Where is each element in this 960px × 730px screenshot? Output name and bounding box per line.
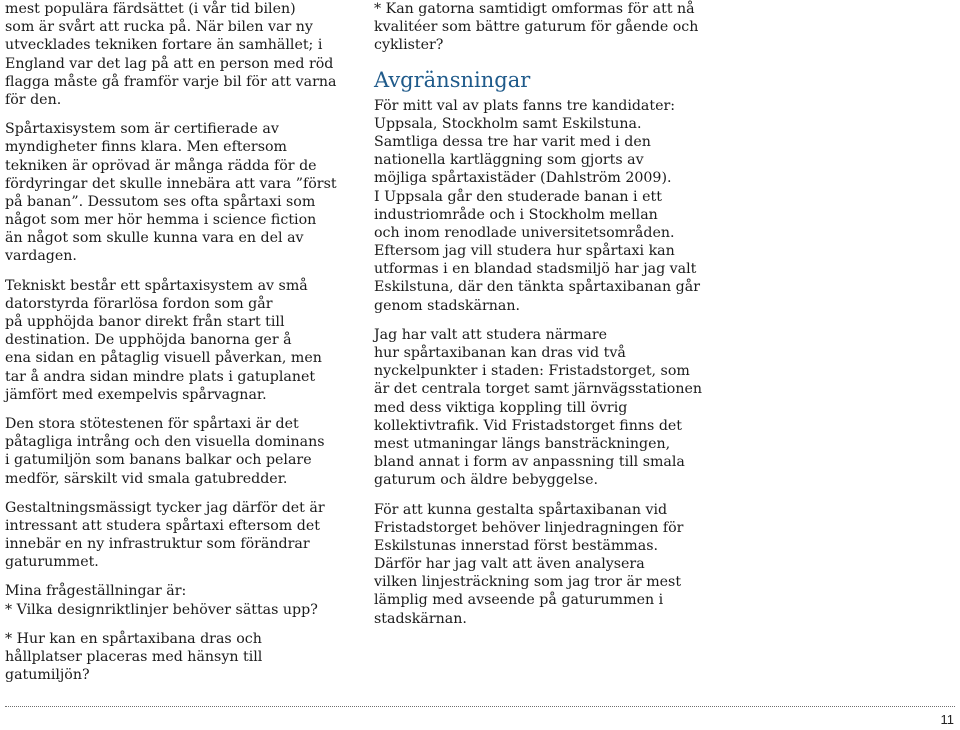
text-line: gaturummet.: [5, 554, 99, 571]
text-line: genom stadskärnan.: [374, 297, 521, 314]
paragraph-obstacle: [5, 415, 335, 488]
text-line: Därför har jag valt att även analysera: [374, 556, 645, 573]
paragraph-questions: [5, 582, 335, 618]
text-line: Spårtaxisystem som är certifierade av: [5, 121, 279, 138]
text-line: ena sidan en påtaglig visuell påverkan, men: [5, 350, 322, 367]
text-line: utvecklades tekniken fortare än samhället; i: [5, 37, 323, 54]
text-line: lämplig med avseende på gaturummen i: [374, 592, 664, 609]
paragraph-key-points: [374, 326, 704, 490]
text-line: nationella kartläggning som gjorts av: [374, 152, 644, 169]
text-line: datorstyrda förarlösa fordon som går: [5, 295, 273, 312]
text-line: med dess viktiga koppling till övrig: [374, 399, 628, 416]
text-line: Uppsala, Stockholm samt Eskilstuna.: [374, 115, 642, 132]
text-line: Jag har valt att studera närmare: [374, 326, 608, 343]
text-line: som är svårt att rucka på. När bilen var ny: [5, 19, 313, 36]
text-line: utformas i en blandad stadsmiljö har jag valt: [374, 261, 697, 278]
text-line: Eskilstuna, där den tänkta spårtaxibanan går: [374, 279, 700, 296]
paragraph-origin: [5, 0, 335, 109]
text-line: stadskärnan.: [374, 610, 467, 627]
bullet-item: * Hur kan en spårtaxibana dras och: [5, 630, 262, 647]
paragraph-design: [5, 499, 335, 572]
text-line: cyklister?: [374, 37, 444, 54]
text-line: medför, särskilt vid smala gatubredder.: [5, 470, 288, 487]
text-line: Eskilstunas innerstad först bestämmas.: [374, 537, 658, 554]
text-line: jämfört med exempelvis spårvagnar.: [5, 386, 267, 403]
text-line: och inom renodlade universitetsområden.: [374, 224, 675, 241]
bullet-item: * Kan gatorna samtidigt omformas för att nå: [374, 1, 695, 17]
text-line: för den.: [5, 91, 62, 108]
text-line: hållplatser placeras med hänsyn till: [5, 649, 263, 665]
paragraph-certification: [5, 120, 335, 266]
text-line: på upphöjda banor direkt från start till: [5, 314, 285, 330]
page-number: 11: [940, 712, 954, 727]
text-line: möjliga spårtaxistäder (Dahlström 2009).: [374, 170, 672, 187]
text-line: Tekniskt består ett spårtaxisystem av små: [5, 277, 308, 294]
text-line: något som mer hör hemma i science fiction: [5, 212, 317, 229]
text-line: innebär en ny infrastruktur som förändrar: [5, 536, 310, 553]
text-line: påtagliga intrång och den visuella dominans: [5, 434, 325, 451]
text-line: industriområde och i Stockholm mellan: [374, 206, 658, 223]
text-line: Samtliga dessa tre har varit med i den: [374, 133, 651, 150]
text-line: än något som skulle kunna vara en del av: [5, 230, 304, 247]
text-line: gatumiljön?: [5, 667, 90, 684]
text-line: fördyringar det skulle innebära att vara ”först: [5, 175, 337, 192]
text-line: är det centrala torget samt järnvägsstationen: [374, 381, 702, 398]
text-line: gaturum och äldre bebyggelse.: [374, 472, 599, 489]
text-line: myndigheter finns klara. Men eftersom: [5, 139, 287, 156]
text-line: flagga måste gå framför varje bil för att varna: [5, 73, 337, 90]
footer-divider: [5, 706, 955, 707]
text-line: tekniken är oprövad är många rädda för de: [5, 157, 317, 174]
text-line: i gatumiljön som banans balkar och pelare: [5, 452, 312, 469]
text-line: Den stora stötestenen för spårtaxi är det: [5, 415, 299, 432]
text-line: England var det lag på att en person med röd: [5, 55, 334, 72]
text-line: Mina frågeställningar är:: [5, 583, 187, 600]
text-line: kvalitéer som bättre gaturum för gående och: [374, 19, 699, 36]
text-line: mest utmaningar längs bansträckningen,: [374, 435, 671, 452]
text-line: För att kunna gestalta spårtaxibanan vid: [374, 501, 668, 518]
text-line: intressant att studera spårtaxi eftersom det: [5, 517, 320, 534]
text-line: För mitt val av plats fanns tre kandidater:: [374, 97, 676, 114]
text-line: kollektivtrafik. Vid Fristadstorget finns det: [374, 417, 682, 434]
paragraph-technical: [5, 277, 335, 404]
text-line: på banan”. Dessutom ses ofta spårtaxi som: [5, 193, 316, 210]
text-line: Eftersom jag vill studera hur spårtaxi kan: [374, 243, 675, 260]
paragraph-site-choice: [374, 97, 704, 315]
text-line: Gestaltningsmässigt tycker jag därför det är: [5, 499, 325, 516]
text-line: bland annat i form av anpassning till smala: [374, 454, 685, 471]
paragraph-question-two: [5, 630, 335, 685]
text-line: mest populära färdsättet (i vår tid bilen): [5, 1, 296, 17]
text-line: destination. De upphöjda banorna ger å: [5, 332, 292, 349]
text-line: hur spårtaxibanan kan dras vid två: [374, 345, 626, 361]
text-line: Fristadstorget behöver linjedragningen för: [374, 519, 684, 536]
paragraph-question-three: [374, 0, 704, 55]
text-line: vilken linjesträckning som jag tror är mest: [374, 574, 682, 591]
section-heading: Avgränsningar: [374, 67, 531, 92]
right-column: [374, 0, 704, 628]
text-line: vardagen.: [5, 248, 77, 265]
text-line: tar å andra sidan mindre plats i gatuplanet: [5, 368, 316, 385]
left-column: [5, 0, 335, 684]
text-line: nyckelpunkter i staden: Fristadstorget, som: [374, 363, 690, 380]
bullet-item: * Vilka designriktlinjer behöver sättas upp?: [5, 601, 318, 618]
text-line: I Uppsala går den studerade banan i ett: [374, 188, 662, 205]
paragraph-route: [374, 501, 704, 628]
